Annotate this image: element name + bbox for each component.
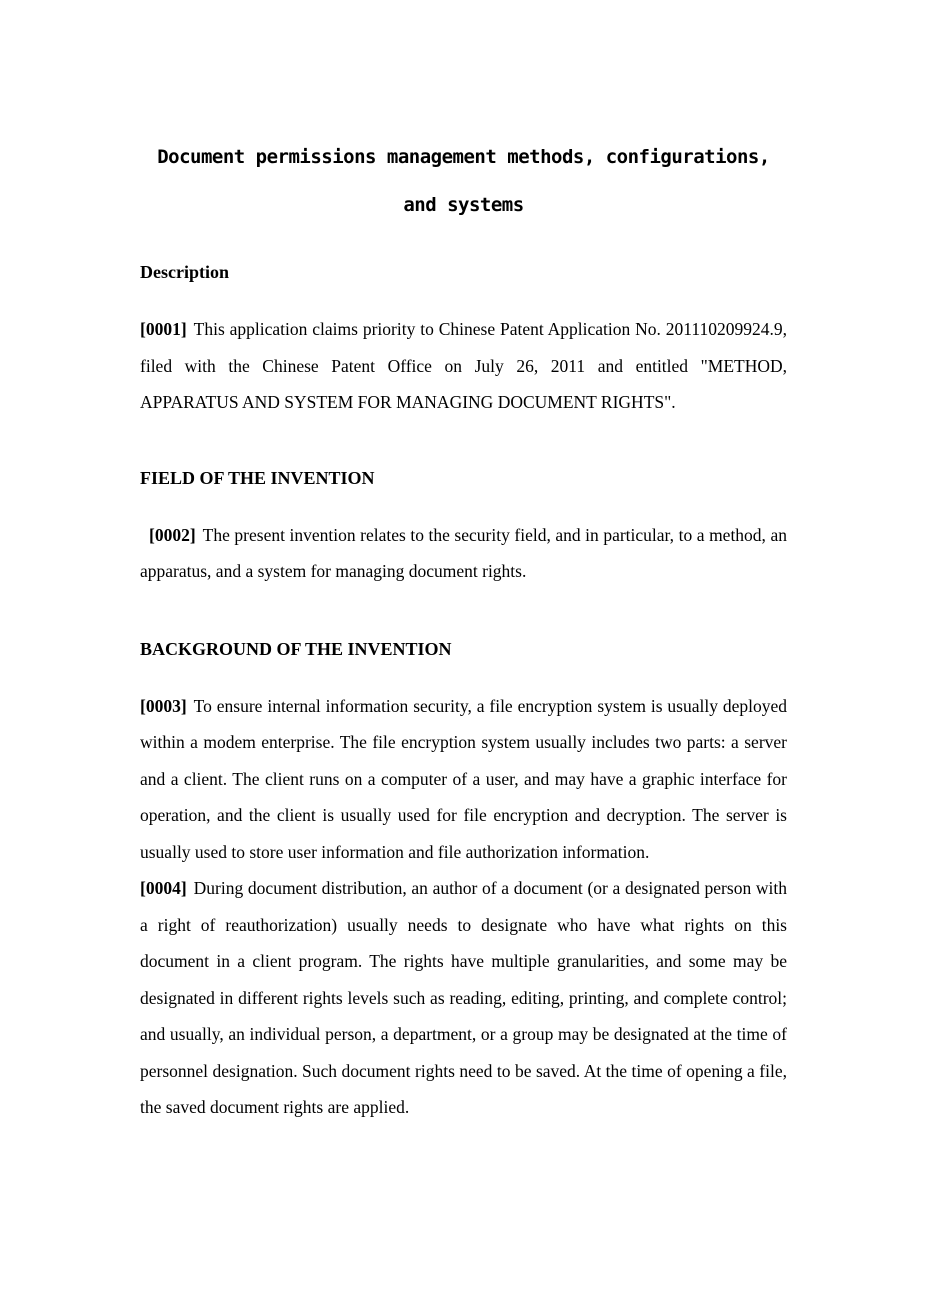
paragraph-0002 (140, 517, 787, 590)
paragraph-number-0004: [0004] (140, 878, 187, 898)
section-field-of-invention (140, 467, 787, 590)
paragraph-number-0003: [0003] (140, 695, 187, 716)
paragraph-number-0001: [0001] (140, 319, 187, 339)
section-description (140, 261, 787, 421)
paragraph-0001 (140, 311, 787, 421)
paragraph-text-0004: During document distribution, an author of a document (or a designated person with a right of reauthorization) usually needs to designate who have what rights on this document in a client program. The rights have multiple granularities, and some may be designated in different rights levels such as reading, editing, printing, and complete control; and usually, an individual person, a department, or a group may be designated at the time of personnel designation. Such document rights need to be saved. At the time of opening a file, the saved document rights are applied. (140, 878, 787, 1117)
document-title: Document permissions management methods, configurations, and systems (157, 146, 770, 216)
paragraph-0003 (140, 688, 787, 871)
section-heading-field-of-invention: FIELD OF THE INVENTION (140, 467, 375, 488)
paragraph-text-0003: To ensure internal information security, a file encryption system is usually deployed within a modem enterprise. The file encryption system usually includes two parts: a server and a client. The client runs on a computer of a user, and may have a graphic interface for operation, and the client is usually used for file encryption and decryption. The server is usually used to store user information and file authorization information. (140, 695, 787, 862)
paragraph-text-0002: The present invention relates to the security field, and in particular, to a method, an apparatus, and a system for managing document rights. (140, 524, 787, 581)
paragraph-0004 (140, 870, 787, 1126)
section-heading-background: BACKGROUND OF THE INVENTION (140, 638, 452, 659)
section-heading-description: Description (140, 262, 229, 282)
paragraph-text-0001: This application claims priority to Chinese Patent Application No. 201110209924.9, filed with the Chinese Patent Office on July 26, 2011 and entitled "METHOD, APPARATUS AND SYSTEM FOR MANAGING DOCUMENT RIGHTS". (140, 319, 787, 412)
section-background (140, 638, 787, 1126)
paragraph-number-0002: [0002] (149, 524, 196, 545)
